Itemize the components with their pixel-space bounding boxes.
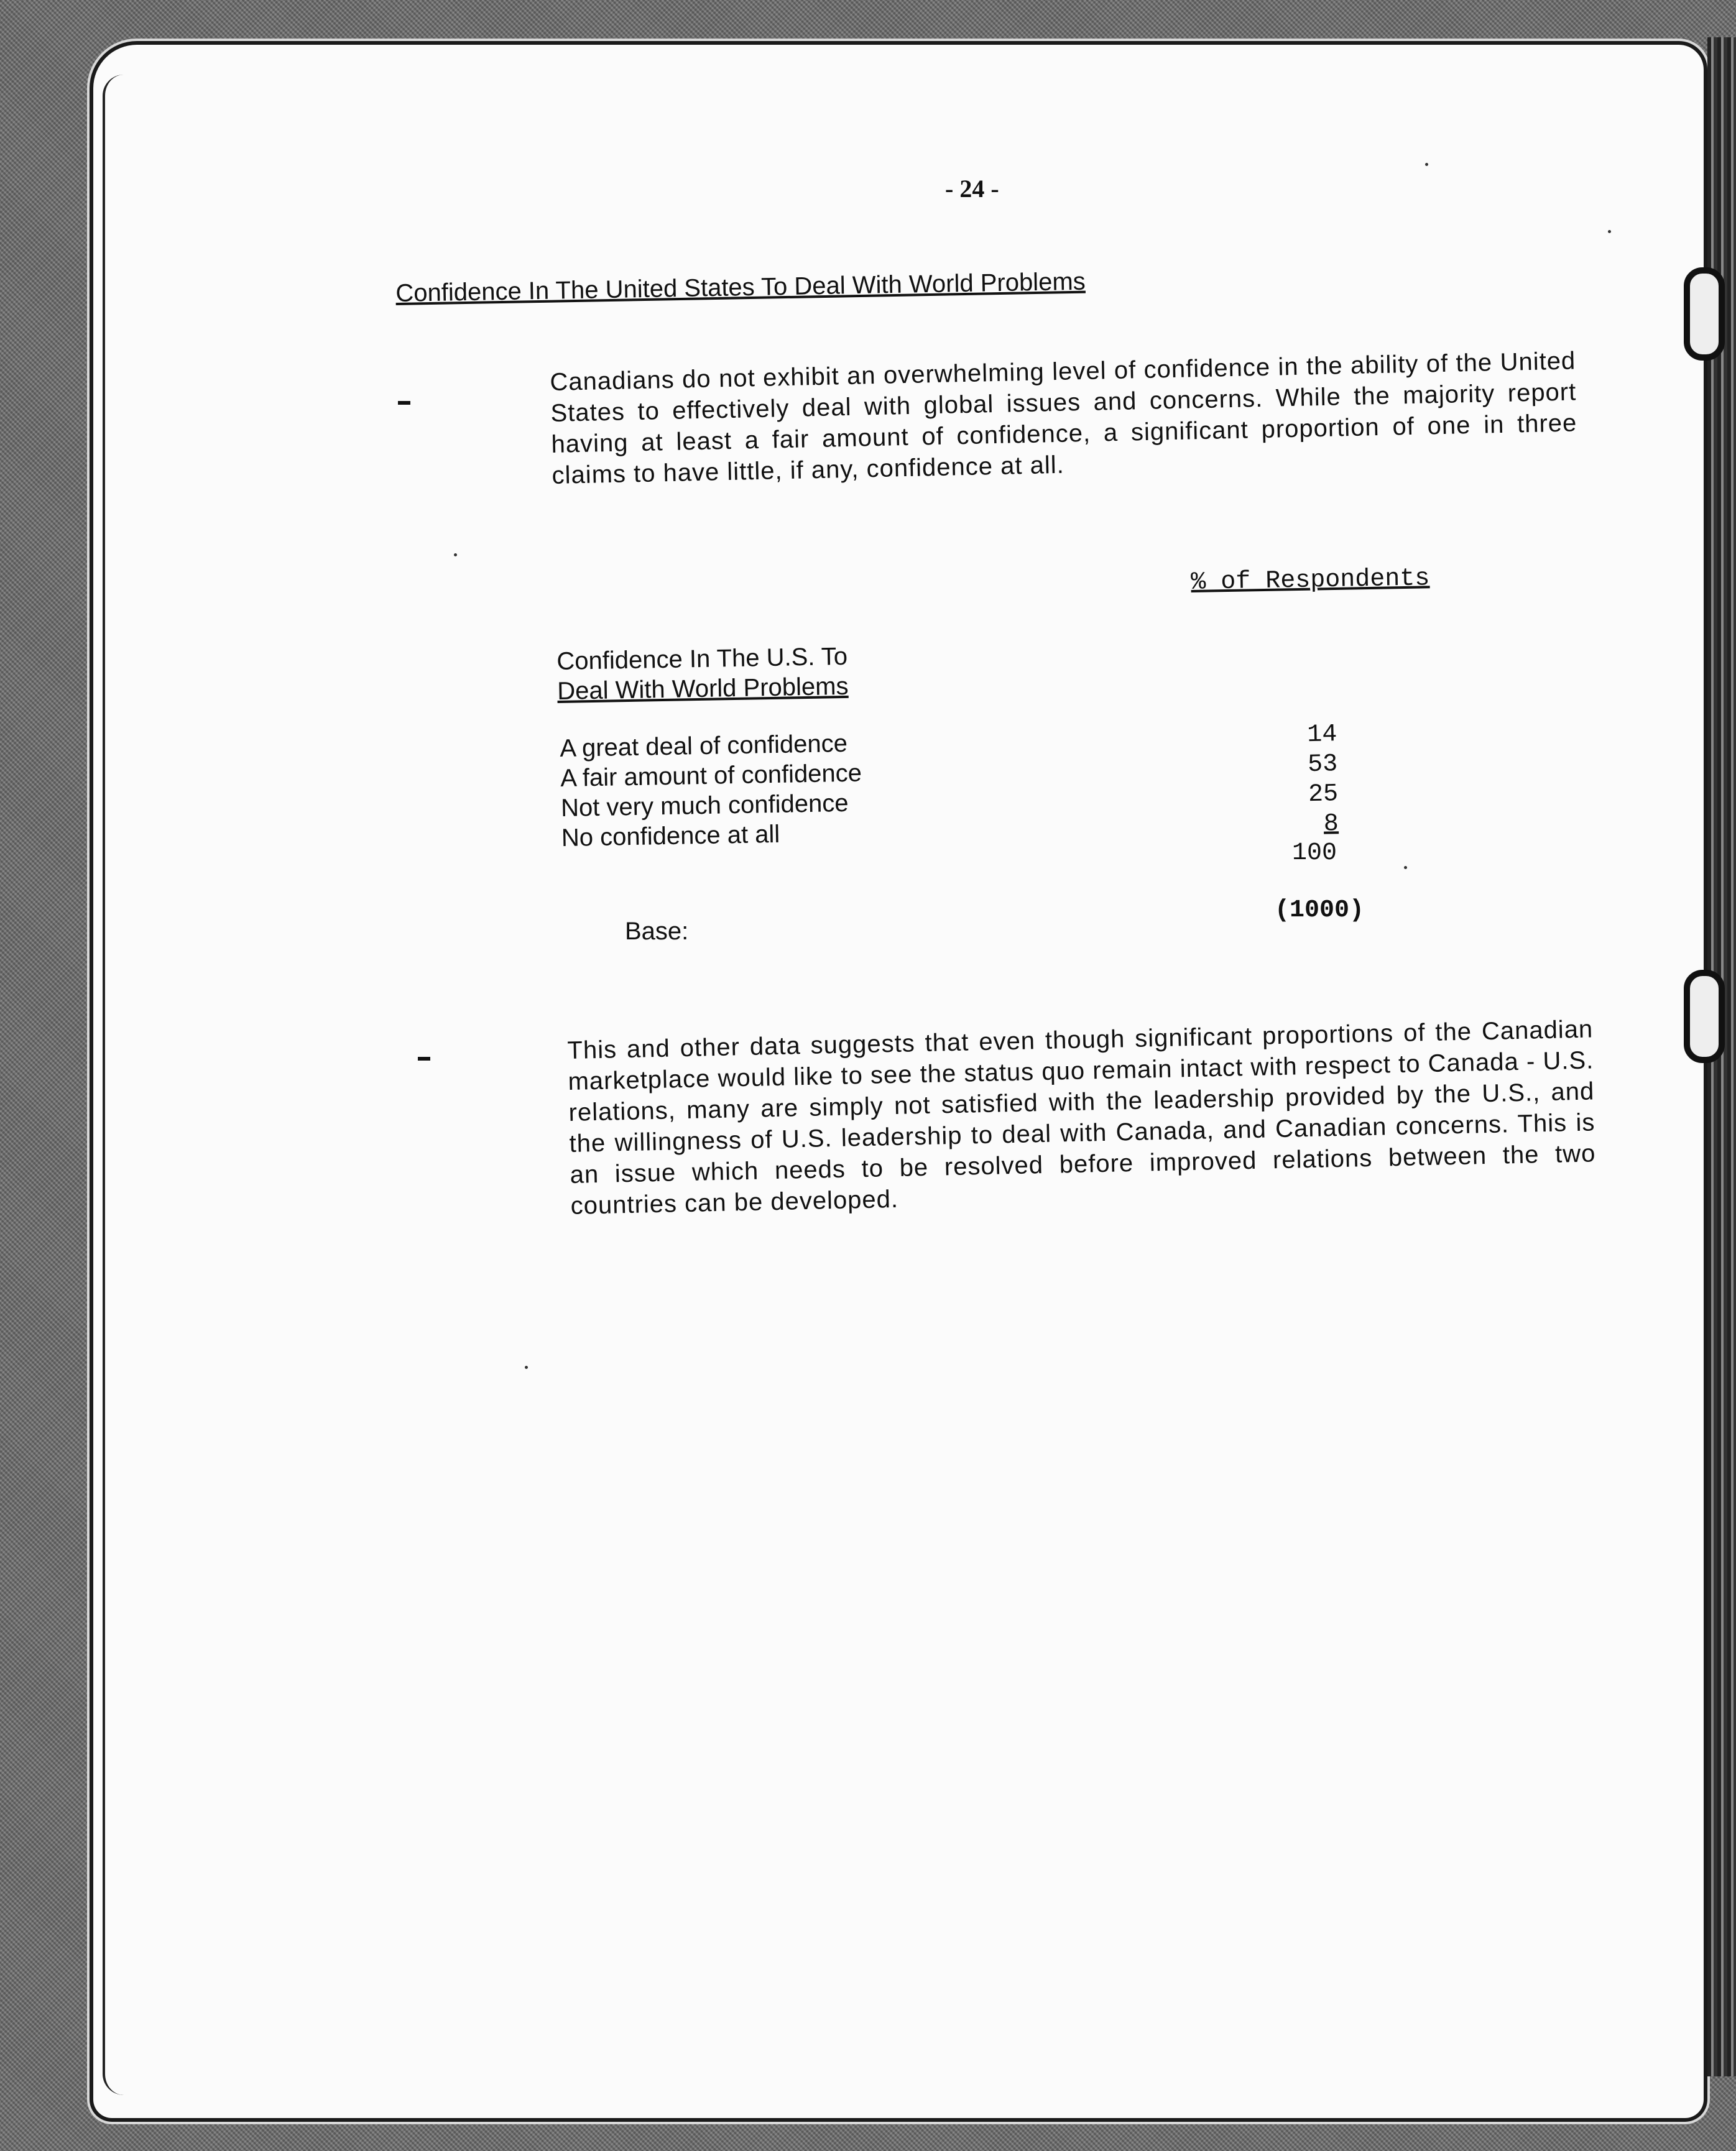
row-label: No confidence at all: [561, 820, 780, 852]
scan-speck: [1404, 866, 1407, 869]
row-label: A great deal of confidence: [560, 729, 848, 762]
row-label: A fair amount of confidence: [560, 759, 862, 792]
closing-paragraph: This and other data suggests that even though significant proportions of the Canadian marketplace would like to see the status quo remain intact with respect to Canada - U.S. relations, many are simply not satisfied with the leadership provided by the U.S., and the willingness of U.S. leadership to deal with Canada, and Canadian concerns. This is an issue which needs to be resolved before improved relations between the two countries can be developed.: [567, 1015, 1596, 1220]
row-value: 14: [1306, 721, 1337, 750]
row-value: 53: [1307, 750, 1338, 780]
column-header: % of Respondents: [1191, 564, 1430, 597]
total-value: 100: [1291, 839, 1337, 867]
row-value: 8: [1323, 810, 1339, 839]
response-values: [1275, 720, 1339, 841]
scan-speck: [1425, 163, 1428, 166]
table-title-line2: Deal With World Problems: [556, 672, 849, 705]
row-value: 25: [1308, 780, 1339, 809]
binder-ring: [1684, 970, 1725, 1063]
page-number: - 24 -: [945, 175, 999, 203]
scan-speck: [1608, 230, 1611, 233]
table-title: [556, 642, 849, 706]
scan-speck: [525, 1366, 528, 1369]
binder-ring: [1684, 267, 1725, 361]
bullet-dash: [418, 1057, 430, 1061]
section-title: Confidence In The United States To Deal With World Problems: [395, 267, 1086, 307]
scan-speck: [454, 553, 457, 556]
table-title-line1: Confidence In The U.S. To: [556, 642, 848, 675]
intro-paragraph: Canadians do not exhibit an overwhelming level of confidence in the ability of the United States to effectively deal with global issues and concerns. While the majority report having at least a fair amount of confidence, a significant proportion of one in three claims to have little, if any, confidence at all.: [550, 347, 1577, 489]
response-labels: [560, 729, 863, 853]
page-stack-edge: [103, 75, 124, 2095]
row-label: Not very much confidence: [560, 789, 849, 822]
bullet-dash: [398, 401, 410, 405]
base-label: Base:: [625, 918, 689, 945]
base-value: (1000): [1275, 896, 1365, 924]
